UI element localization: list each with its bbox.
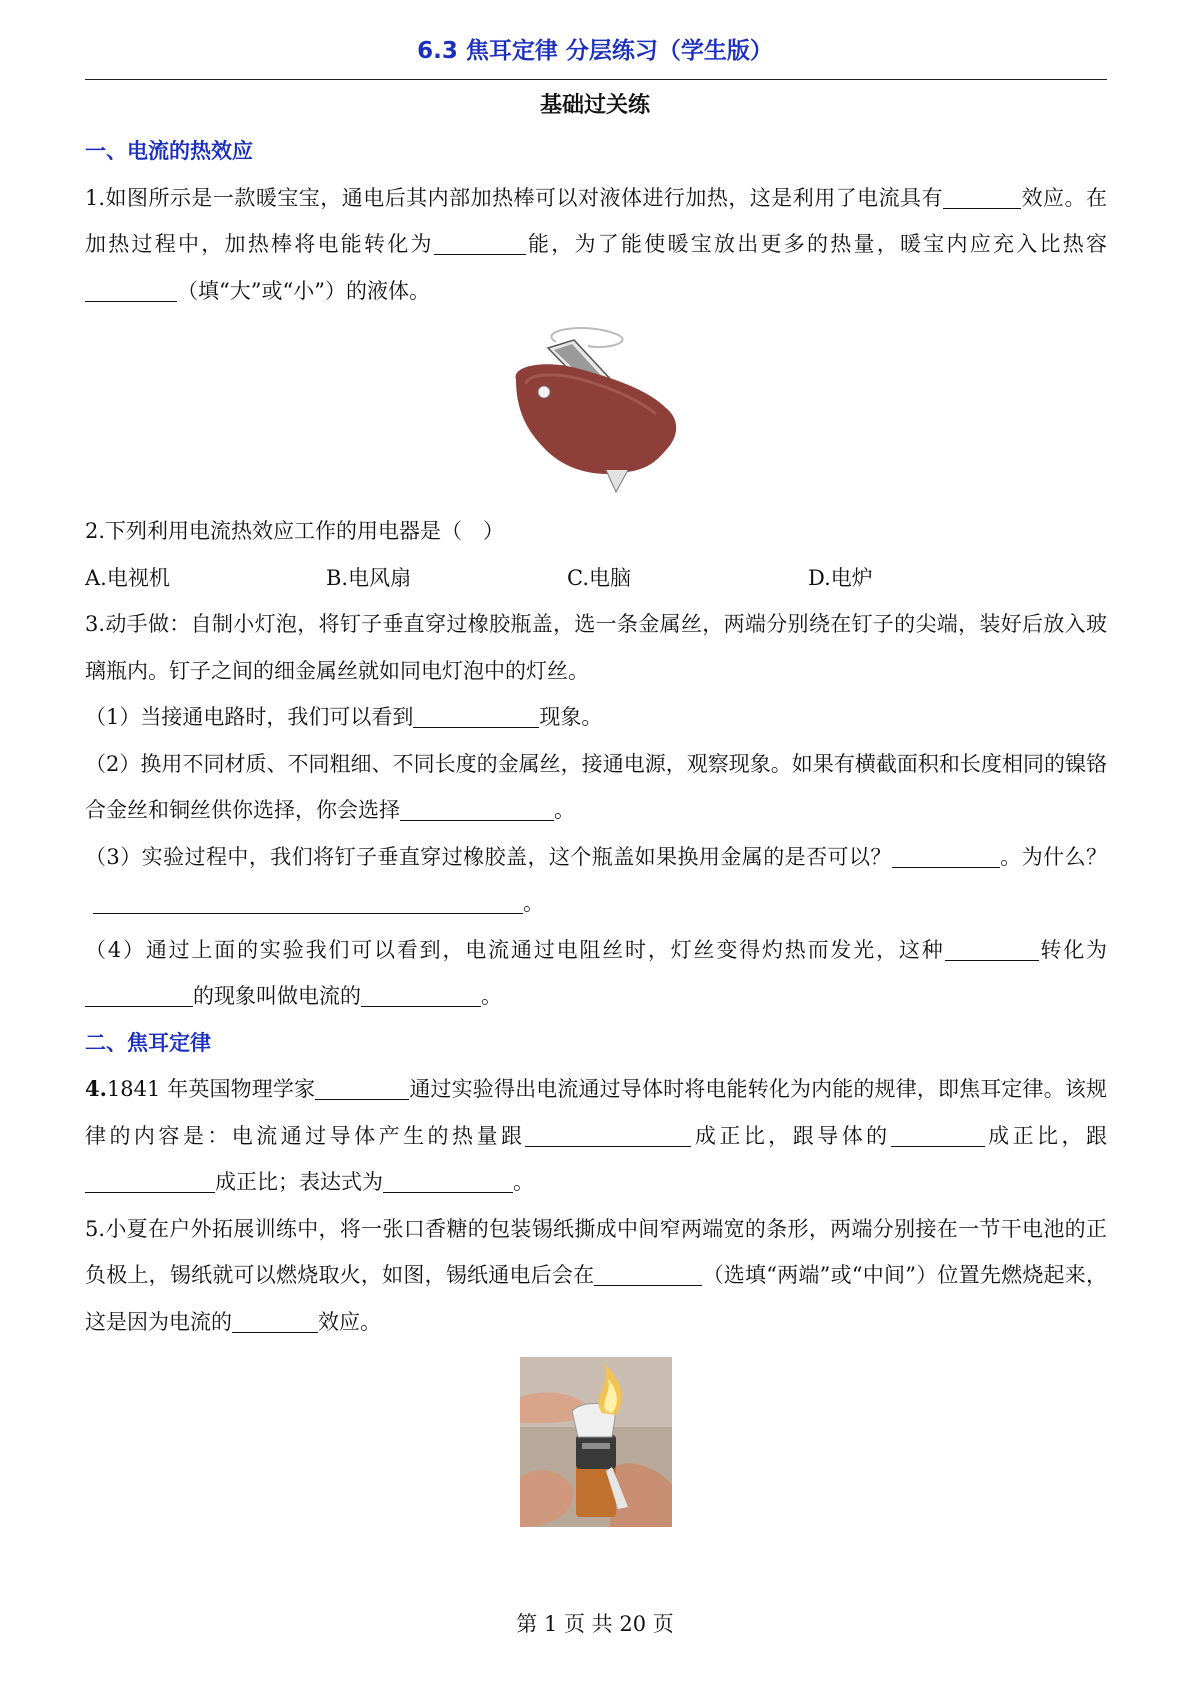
- header-rule: [85, 79, 1107, 80]
- answer-blank[interactable]: [891, 1120, 985, 1147]
- answer-blank[interactable]: [85, 275, 177, 302]
- answer-blank[interactable]: [943, 182, 1021, 209]
- question-2-options: [85, 555, 1107, 602]
- hand-warmer-image: [496, 320, 696, 500]
- question-3-part-3: （3）实验过程中，我们将钉子垂直穿过橡胶盖，这个瓶盖如果换用金属的是否可以？ 。为什么？。: [85, 834, 1107, 927]
- answer-blank[interactable]: [945, 934, 1039, 961]
- worksheet-body: [85, 128, 1107, 1531]
- option-a[interactable]: A.电视机: [85, 565, 170, 590]
- question-4: 4.1841 年英国物理学家 通过实验得出电流通过导体时将电能转化为内能的规律，即焦耳定律。该规律的内容是：电流通过导体产生的热量跟 成正比，跟导体的 成正比，跟成正比；表达式为 。: [85, 1066, 1107, 1206]
- figure-2-row: [85, 1345, 1107, 1531]
- level-heading: 基础过关练: [539, 93, 650, 118]
- answer-blank[interactable]: [85, 1166, 215, 1193]
- answer-blank[interactable]: [892, 841, 1000, 868]
- answer-blank[interactable]: [93, 887, 523, 914]
- option-b[interactable]: B.电风扇: [326, 565, 412, 590]
- section-heading-1: 一、电流的热效应: [85, 139, 253, 163]
- answer-blank[interactable]: [361, 980, 481, 1007]
- burning-foil-battery-image: [520, 1353, 672, 1531]
- question-5: 5.小夏在户外拓展训练中，将一张口香糖的包装锡纸撕成中间窄两端宽的条形，两端分别接在一节干电池的正负极上，锡纸就可以燃烧取火，如图，锡纸通电后会在 （选填“两端”或“中间”）位置先燃烧起来，这是因为电流的 效应。: [85, 1216, 1107, 1334]
- question-1: 1.如图所示是一款暖宝宝，通电后其内部加热棒可以对液体进行加热，这是利用了电流具有 效应。在加热过程中，加热棒将电能转化为 能，为了能使暖宝放出更多的热量，暖宝内应充入比热容（填“大”或“小”）的液体。: [85, 175, 1107, 315]
- answer-blank[interactable]: [400, 794, 554, 821]
- question-2: 2.下列利用电流热效应工作的用电器是（ ）: [85, 519, 505, 543]
- answer-blank[interactable]: [525, 1120, 691, 1147]
- question-3-part-4: （4）通过上面的实验我们可以看到，电流通过电阻丝时，灯丝变得灼热而发光，这种 转化为的现象叫做电流的 。: [85, 927, 1107, 1020]
- answer-blank[interactable]: [594, 1259, 702, 1286]
- figure-1-row: [85, 314, 1107, 508]
- question-3-part-1: （1）当接通电路时，我们可以看到 现象。: [85, 694, 1107, 741]
- answer-blank[interactable]: [383, 1166, 513, 1193]
- answer-blank[interactable]: [232, 1306, 318, 1333]
- question-3: 3.动手做：自制小灯泡，将钉子垂直穿过橡胶瓶盖，选一条金属丝，两端分别绕在钉子的尖端，装好后放入玻璃瓶内。钉子之间的细金属丝就如同电灯泡中的灯丝。: [85, 612, 1107, 683]
- answer-blank[interactable]: [315, 1073, 409, 1100]
- section-heading-2: 二、焦耳定律: [85, 1030, 211, 1055]
- page-title: 6.3 焦耳定律 分层练习（学生版）: [417, 38, 773, 64]
- answer-blank[interactable]: [434, 228, 526, 255]
- option-d[interactable]: D.电炉: [808, 565, 873, 590]
- page-number: 第 1 页 共 20 页: [516, 1612, 674, 1636]
- answer-blank[interactable]: [85, 980, 193, 1007]
- answer-blank[interactable]: [413, 701, 539, 728]
- question-3-part-2: （2）换用不同材质、不同粗细、不同长度的金属丝，接通电源，观察现象。如果有横截面积和长度相同的镍铬合金丝和铜丝供你选择，你会选择 。: [85, 751, 1107, 822]
- option-c[interactable]: C.电脑: [567, 565, 631, 590]
